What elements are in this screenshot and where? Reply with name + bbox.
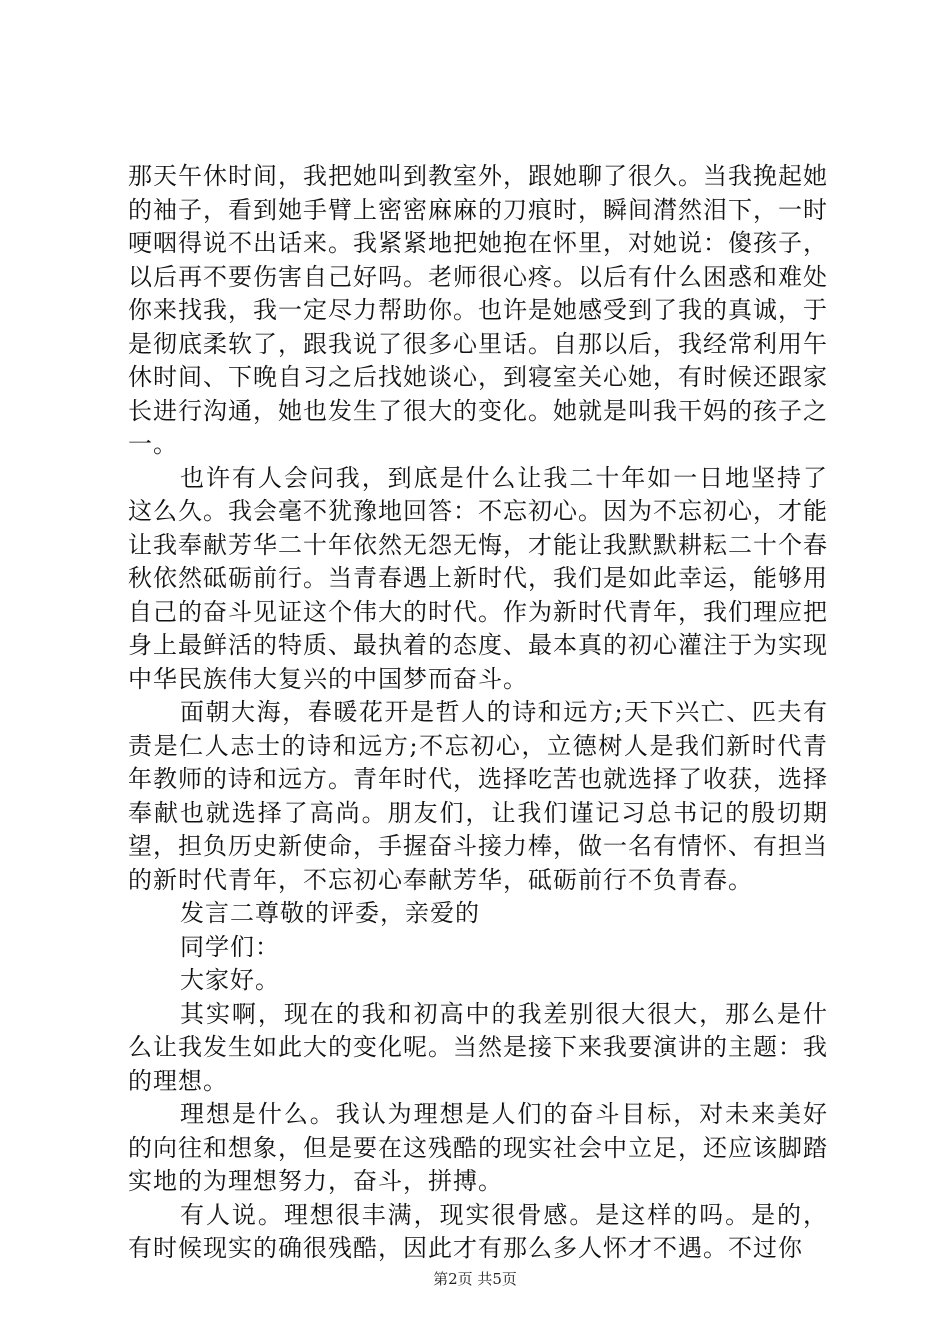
page-number-footer: 第2页 共5页 bbox=[433, 1270, 517, 1288]
paragraph-9: 有人说。理想很丰满，现实很骨感。是这样的吗。是的，有时候现实的确很残酷，因此才有那么多人怀才不遇。不过你 bbox=[128, 1200, 828, 1262]
paragraph-4: 发言二尊敬的评委，亲爱的 bbox=[180, 899, 480, 927]
paragraph-2: 也许有人会问我，到底是什么让我二十年如一日地坚持了这么久。我会毫不犹豫地回答：不忘初心。因为不忘初心，才能让我奉献芳华二十年依然无怨无悔，才能让我默默耕耘二十个春秋依然砥砺前行。当青春遇上新时代，我们是如此幸运，能够用自己的奋斗见证这个伟大的时代。作为新时代青年，我们理应把身上最鲜活的特质、最执着的态度、最本真的初心灌注于为实现中华民族伟大复兴的中国梦而奋斗。 bbox=[128, 463, 828, 693]
paragraph-6: 大家好。 bbox=[180, 966, 280, 994]
paragraph-8: 理想是什么。我认为理想是人们的奋斗目标，对未来美好的向往和想象，但是要在这残酷的现实社会中立足，还应该脚踏实地的为理想努力，奋斗，拼搏。 bbox=[128, 1100, 828, 1195]
paragraph-3: 面朝大海，春暖花开是哲人的诗和远方;天下兴亡、匹夫有责是仁人志士的诗和远方;不忘初心，立德树人是我们新时代青年教师的诗和远方。青年时代，选择吃苦也就选择了收获，选择奉献也就选择了高尚。朋友们，让我们谨记习总书记的殷切期望，担负历史新使命，手握奋斗接力棒，做一名有情怀、有担当的新时代青年，不忘初心奉献芳华，砥砺前行不负青春。 bbox=[128, 698, 828, 894]
paragraph-7: 其实啊，现在的我和初高中的我差别很大很大，那么是什么让我发生如此大的变化呢。当然是接下来我要演讲的主题：我的理想。 bbox=[128, 999, 828, 1095]
paragraph-5: 同学们： bbox=[180, 932, 280, 961]
paragraph-1: 那天午休时间，我把她叫到教室外，跟她聊了很久。当我挽起她的袖子，看到她手臂上密密麻麻的刀痕时，瞬间潸然泪下，一时哽咽得说不出话来。我紧紧地把她抱在怀里，对她说：傻孩子，以后再不要伤害自己好吗。老师很心疼。以后有什么困惑和难处你来找我，我一定尽力帮助你。也许是她感受到了我的真诚，于是彻底柔软了，跟我说了很多心里话。自那以后，我经常利用午休时间、下晚自习之后找她谈心，到寝室关心她，有时候还跟家长进行沟通，她也发生了很大的变化。她就是叫我干妈的孩子之一。 bbox=[128, 162, 828, 458]
document-body bbox=[128, 160, 828, 1266]
